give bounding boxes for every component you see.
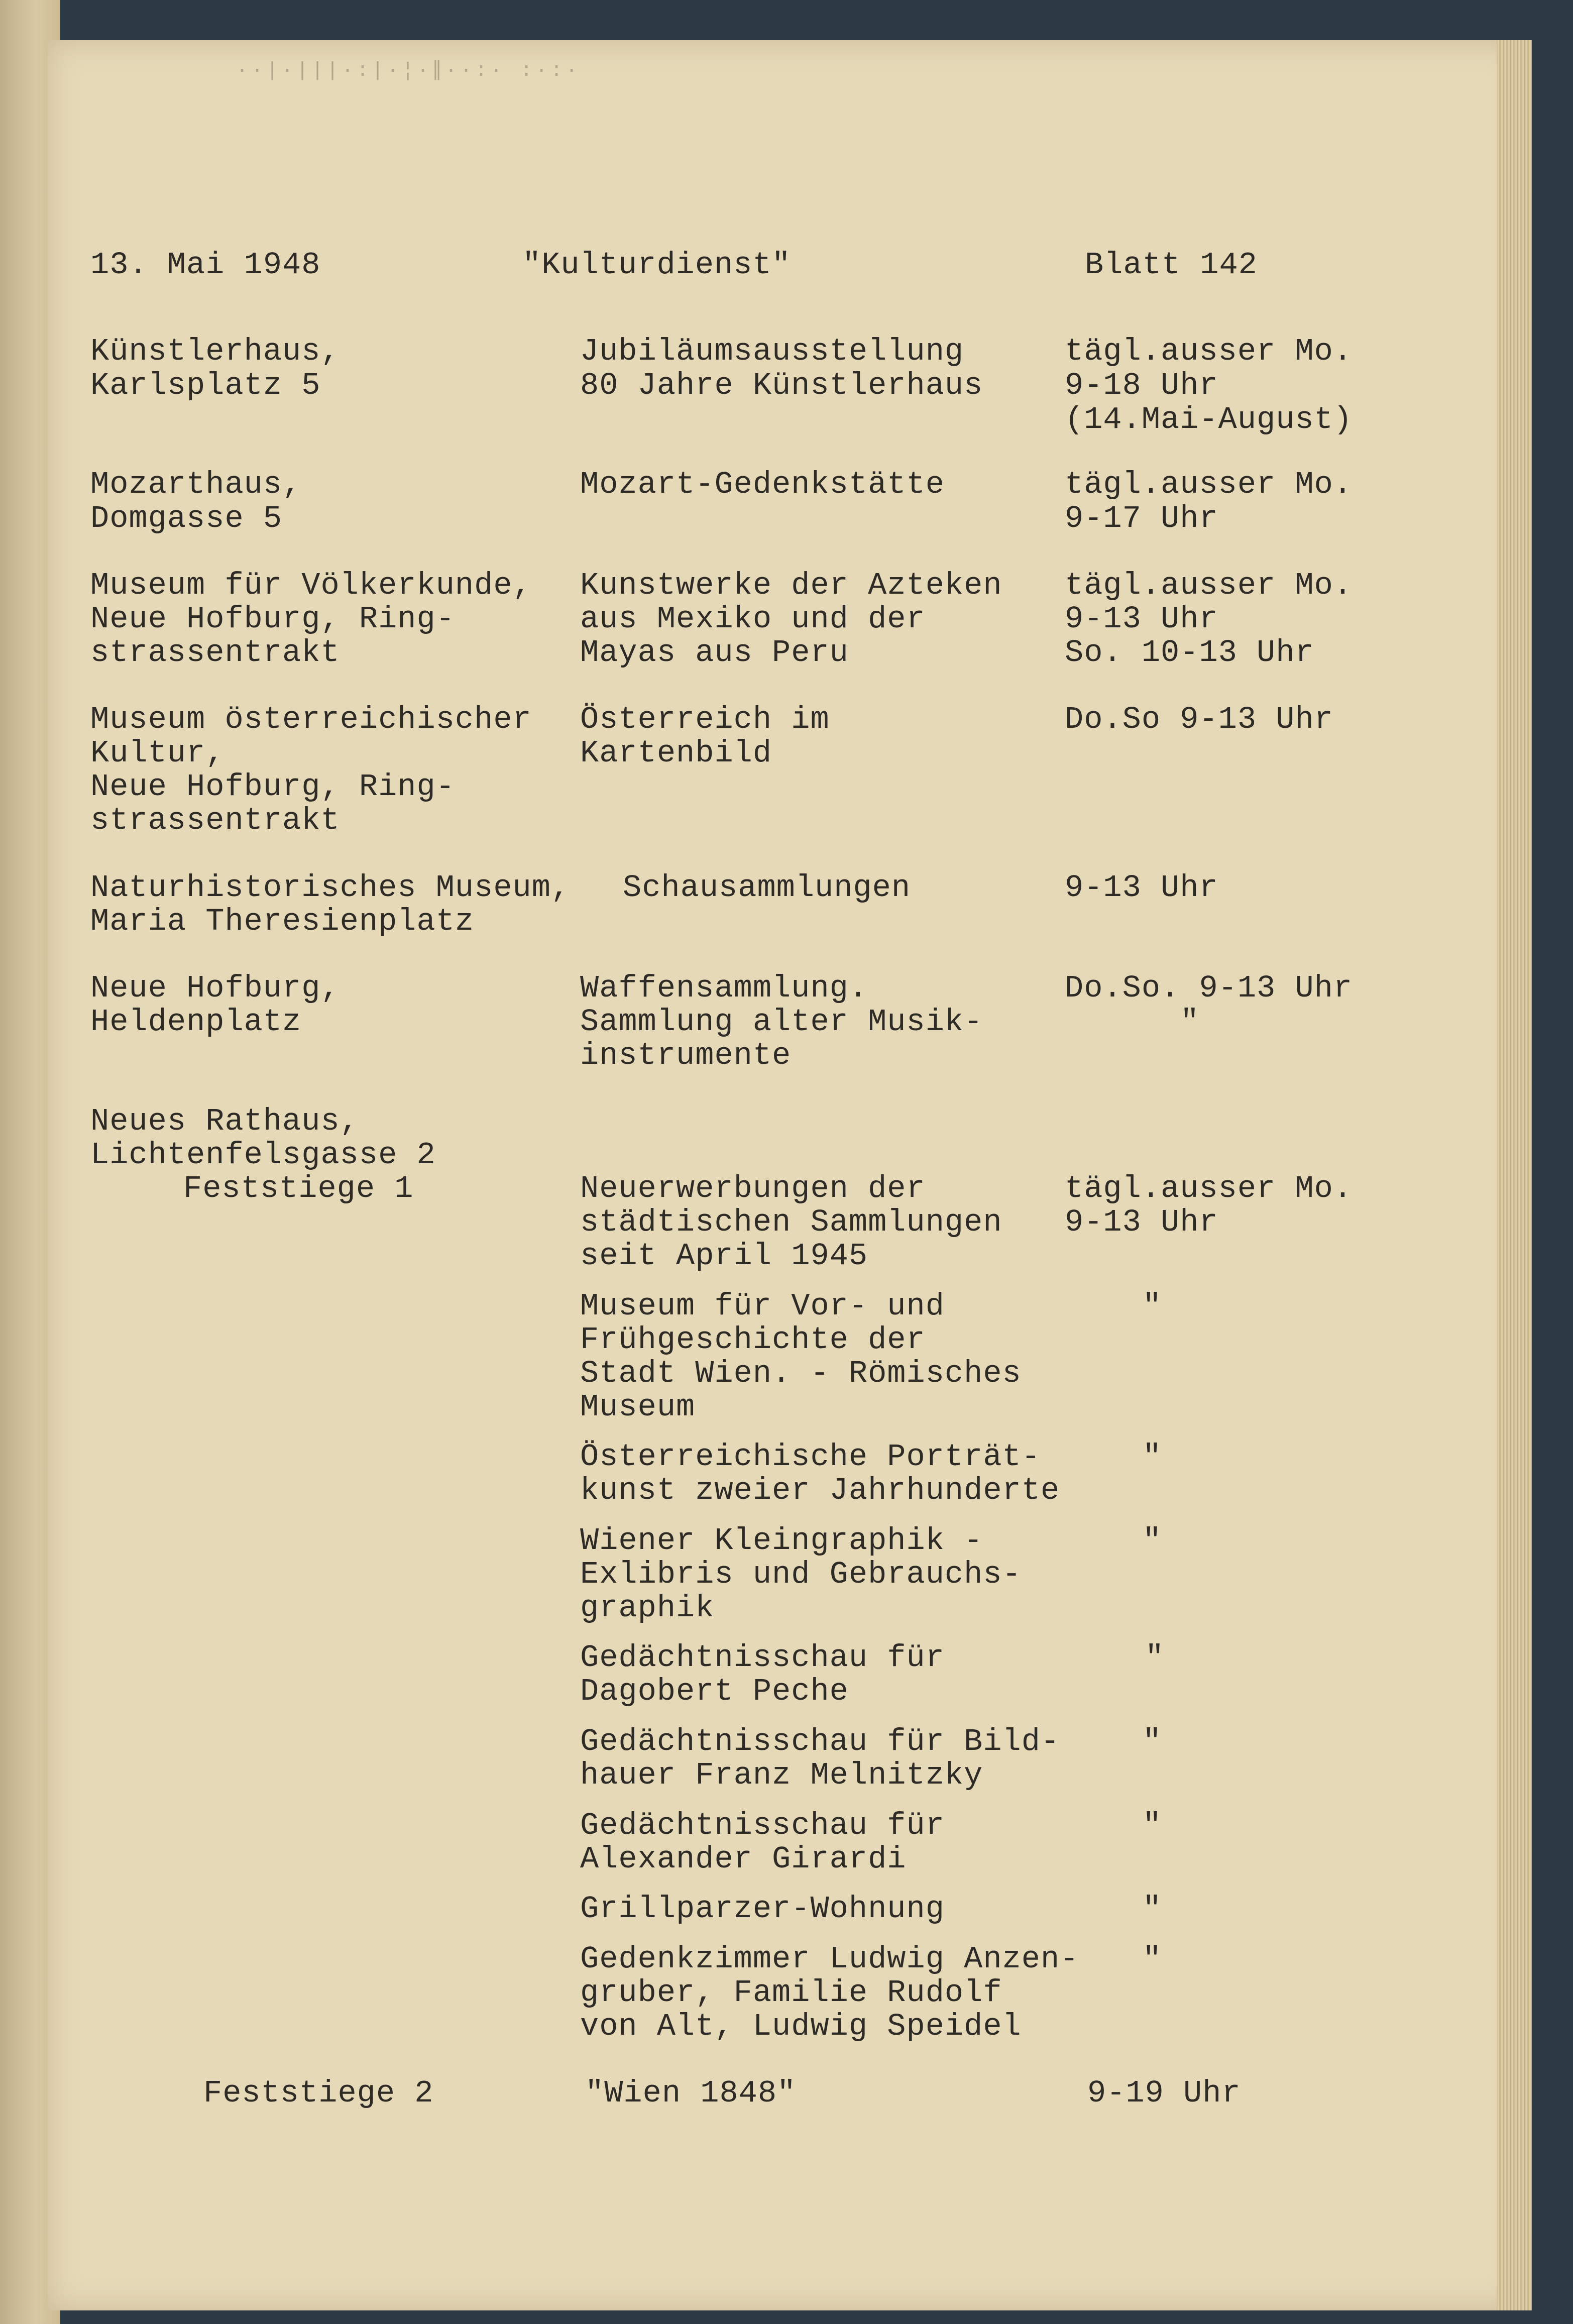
entry-place-line: Neue Hofburg, Ring- (90, 769, 455, 805)
entry-exhibition-line: Kunstwerke der Azteken (580, 568, 1002, 603)
entry-exhibition-line: Gedächtnisschau für (580, 1808, 945, 1843)
header-date: 13. Mai 1948 (90, 247, 321, 283)
entry-place-line: Heldenplatz (90, 1004, 302, 1040)
entry-place-line: Museum österreichischer (90, 702, 532, 737)
entry-exhibition-line: Grillparzer-Wohnung (580, 1891, 945, 1927)
entry-exhibition-line: 80 Jahre Künstlerhaus (580, 368, 983, 403)
entry-place-line: strassentrakt (90, 803, 340, 838)
entry-exhibition-line: Jubiläumsausstellung (580, 334, 964, 369)
entry-exhibition-line: Alexander Girardi (580, 1841, 907, 1877)
entry-hours-line: Do.So 9-13 Uhr (1065, 702, 1333, 737)
entry-hours-line: tägl.ausser Mo. (1065, 568, 1353, 603)
entry-exhibition-line: Gedenkzimmer Ludwig Anzen- (580, 1941, 1079, 1977)
entry-hours-line: tägl.ausser Mo. (1065, 334, 1353, 369)
entry-hours-line: 9-18 Uhr (1065, 368, 1218, 403)
entry-exhibition-line: Österreichische Porträt- (580, 1439, 1041, 1475)
entry-exhibition-line: städtischen Sammlungen (580, 1204, 1002, 1240)
entry-place-line: Neue Hofburg, (90, 970, 340, 1006)
entry-hours-line: tägl.ausser Mo. (1065, 1171, 1353, 1206)
entry-exhibition-line: Frühgeschichte der (580, 1322, 926, 1358)
entry-exhibition-line: Schausammlungen (623, 870, 911, 906)
entry-place-line: Museum für Völkerkunde, (90, 568, 532, 603)
entry-hours-line: tägl.ausser Mo. (1065, 467, 1353, 502)
entry-exhibition-line: aus Mexiko und der (580, 601, 926, 637)
entry-exhibition-line: graphik (580, 1590, 715, 1626)
entry-place-line: Kultur, (90, 735, 225, 771)
entry-exhibition-line: hauer Franz Melnitzky (580, 1757, 983, 1793)
entry-hours-line: 9-19 Uhr (1087, 2075, 1241, 2111)
entry-exhibition-line: Dagobert Peche (580, 1674, 849, 1709)
ditto-mark: " (1143, 1724, 1162, 1759)
entry-hours-line: (14.Mai-August) (1065, 402, 1353, 437)
stair-label: Feststiege 1 (183, 1171, 414, 1206)
entry-exhibition-line: Exlibris und Gebrauchs- (580, 1557, 1022, 1592)
entry-exhibition-line: Wiener Kleingraphik - (580, 1523, 983, 1559)
entry-exhibition-line: Mayas aus Peru (580, 635, 849, 671)
entry-exhibition-line: kunst zweier Jahrhunderte (580, 1473, 1060, 1508)
entry-exhibition-line: gruber, Familie Rudolf (580, 1975, 1002, 2011)
ditto-mark: " (1143, 1439, 1162, 1475)
entry-place-line: strassentrakt (90, 635, 340, 671)
entry-exhibition-line: von Alt, Ludwig Speidel (580, 2009, 1022, 2044)
header-title: "Kulturdienst" (522, 247, 791, 283)
entry-hours-line: 9-13 Uhr (1065, 601, 1218, 637)
entry-exhibition-line: Sammlung alter Musik- (580, 1004, 983, 1040)
entry-exhibition-line: Neuerwerbungen der (580, 1171, 926, 1206)
ditto-mark: " (1143, 1891, 1162, 1927)
entry-exhibition-line: Mozart-Gedenkstätte (580, 467, 945, 502)
ditto-mark: " (1143, 1808, 1162, 1843)
entry-hours-line: So. 10-13 Uhr (1065, 635, 1314, 671)
entry-place-line: Karlsplatz 5 (90, 368, 321, 403)
ditto-mark: " (1180, 1004, 1200, 1040)
entry-exhibition-line: "Wien 1848" (585, 2075, 797, 2111)
ditto-mark: " (1143, 1523, 1162, 1559)
entry-exhibition-line: Waffensammlung. (580, 970, 868, 1006)
entry-exhibition-line: Museum (580, 1389, 696, 1425)
entry-place-line: Domgasse 5 (90, 501, 283, 536)
entry-exhibition-line: instrumente (580, 1038, 792, 1073)
entry-place-line: Künstlerhaus, (90, 334, 340, 369)
entry-exhibition-line: Kartenbild (580, 735, 772, 771)
stair-label: Feststiege 2 (203, 2075, 434, 2111)
entry-hours-line: 9-13 Uhr (1065, 870, 1218, 906)
ditto-mark: " (1143, 1941, 1162, 1977)
entry-place-line: Mozarthaus, (90, 467, 302, 502)
entry-hours-line: 9-13 Uhr (1065, 1204, 1218, 1240)
entry-place-line: Maria Theresienplatz (90, 904, 475, 939)
page-stack-edge (1497, 40, 1532, 2310)
entry-hours-line: Do.So. 9-13 Uhr (1065, 970, 1353, 1006)
entry-exhibition-line: Stadt Wien. - Römisches (580, 1356, 1022, 1391)
entry-place-line: Lichtenfelsgasse 2 (90, 1137, 436, 1173)
entry-place-line: Naturhistorisches Museum, (90, 870, 571, 906)
entry-exhibition-line: Museum für Vor- und (580, 1288, 945, 1324)
entry-exhibition-line: seit April 1945 (580, 1238, 868, 1274)
entry-place-line: Neue Hofburg, Ring- (90, 601, 455, 637)
entry-exhibition-line: Gedächtnisschau für (580, 1640, 945, 1676)
ditto-mark: " (1143, 1288, 1162, 1324)
faded-stamp: ··|·|||·:|·¦·∥··:· :·:· (236, 60, 581, 82)
entry-exhibition-line: Österreich im (580, 702, 830, 737)
entry-exhibition-line: Gedächtnisschau für Bild- (580, 1724, 1060, 1759)
entry-place-line: Neues Rathaus, (90, 1103, 359, 1139)
header-sheet: Blatt 142 (1085, 247, 1258, 283)
entry-hours-line: 9-17 Uhr (1065, 501, 1218, 536)
ditto-mark: " (1145, 1640, 1165, 1676)
